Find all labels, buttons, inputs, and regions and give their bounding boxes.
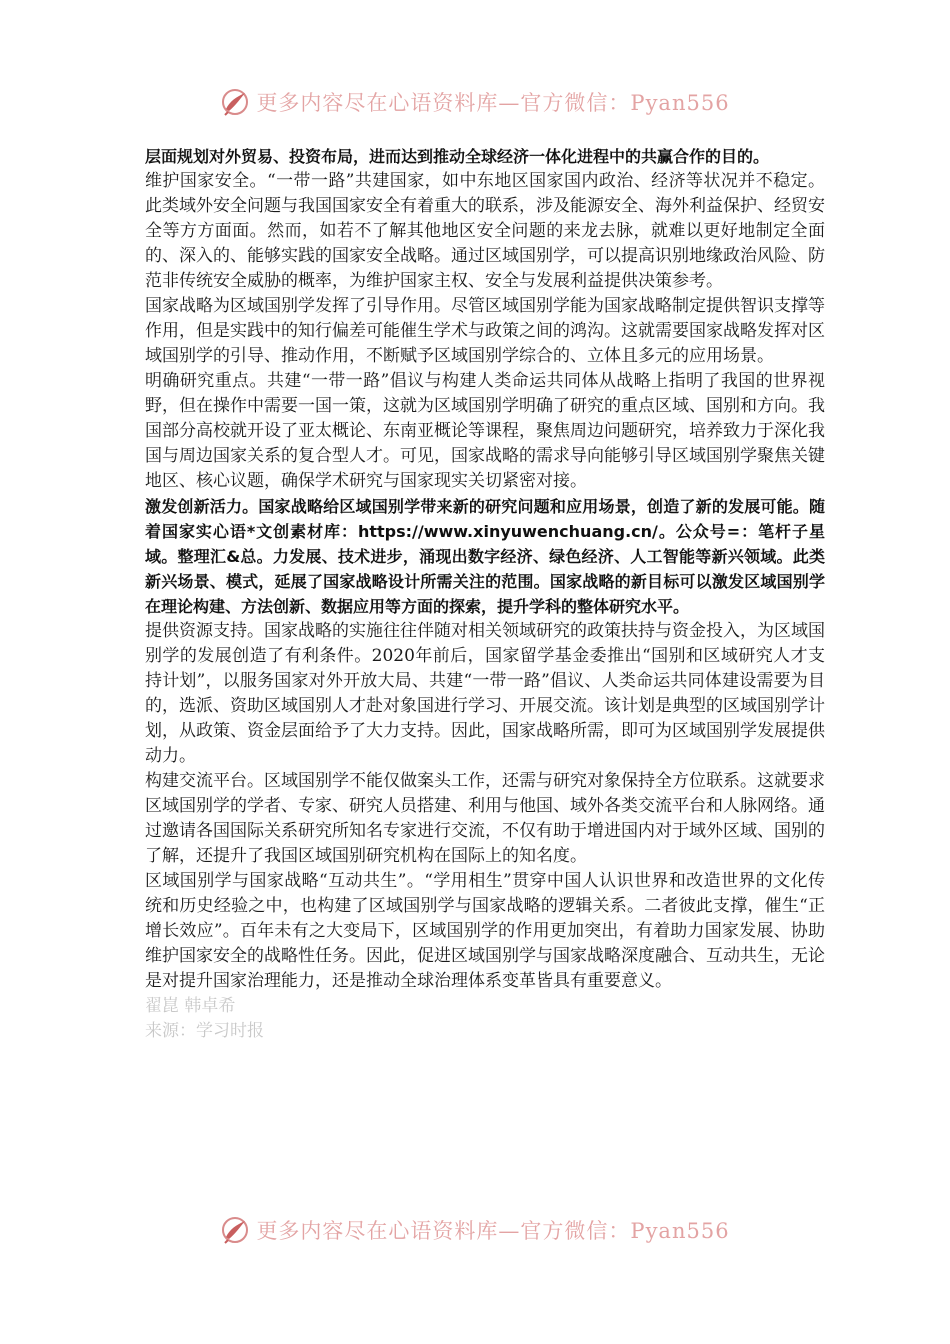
- paragraph-exchange-platform: 构建交流平台。区域国别学不能仅做案头工作，还需与研究对象保持全方位联系。这就要求区域国别学的学者、专家、研究人员搭建、利用与他国、域外各类交流平台和人脉网络。通过邀请各国国际关系研究所知名专家进行交流，不仅有助于增进国内对于域外区域、国别的了解，还提升了我国区域国别研究机构在国际上的知名度。: [145, 771, 825, 866]
- paragraph-strategy-guidance: 国家战略为区域国别学发挥了引导作用。尽管区域国别学能为国家战略制定提供智识支撑等作用，但是实践中的知行偏差可能催生学术与政策之间的鸿沟。这就需要国家战略发挥对区域国别学的引导、推动作用，不断赋予区域国别学综合的、立体且多元的应用场景。: [145, 296, 825, 366]
- paragraph-innovation: 激发创新活力。国家战略给区域国别学带来新的研究问题和应用场景，创造了新的发展可能。随着国家实心语*文创素材库：https://www.xinyuwenchuang.cn/。公众号=：笔杆子星域。整理汇&总。力发展、技术进步，涌现出数字经济、绿色经济、人工智能等新兴领域。此类新兴场景、模式，延展了国家战略设计所需关注的范围。国家战略的新目标可以激发区域国别学在理论构建、方法创新、数据应用等方面的探索，提升学科的整体研究水平。: [145, 497, 825, 616]
- footer-watermark-text: 更多内容尽在心语资料库—官方微信：Pyan556: [256, 1219, 730, 1243]
- article-body: [145, 144, 825, 1044]
- pen-scroll-icon: [220, 87, 250, 117]
- paragraph-national-security: 维护国家安全。“一带一路”共建国家，如中东地区国家国内政治、经济等状况并不稳定。此类域外安全问题与我国国家安全有着重大的联系，涉及能源安全、海外利益保护、经贸安全等方方面面。然而，如若不了解其他地区安全问题的来龙去脉，就难以更好地制定全面的、深入的、能够实践的国家安全战略。通过区域国别学，可以提高识别地缘政治风险、防范非传统安全威胁的概率，为维护国家主权、安全与发展利益提供决策参考。: [145, 171, 825, 291]
- paragraph-intro-continuation: 层面规划对外贸易、投资布局，进而达到推动全球经济一体化进程中的共赢合作的目的。: [145, 147, 770, 166]
- paragraph-symbiosis: 区域国别学与国家战略“互动共生”。“学用相生”贯穿中国人认识世界和改造世界的文化传统和历史经验之中，也构建了区域国别学与国家战略的逻辑关系。二者彼此支撑，催生“正增长效应”。百年未有之大变局下，区域国别学的作用更加突出，有着助力国家发展、协助维护国家安全的战略性任务。因此，促进区域国别学与国家战略深度融合、互动共生，无论是对提升国家治理能力，还是推动全球治理体系变革皆具有重要意义。: [145, 871, 825, 991]
- header-watermark-text: 更多内容尽在心语资料库—官方微信：Pyan556: [256, 91, 730, 115]
- author-line: 翟崑 韩卓希: [145, 996, 236, 1016]
- footer-watermark-banner: [0, 1210, 950, 1250]
- header-watermark-banner: [0, 82, 950, 122]
- paragraph-resource-support: 提供资源支持。国家战略的实施往往伴随对相关领域研究的政策扶持与资金投入，为区域国别学的发展创造了有利条件。2020年前后，国家留学基金委推出“国别和区域研究人才支持计划”，以服务国家对外开放大局、共建“一带一路”倡议、人类命运共同体建设需要为目的，选派、资助区域国别人才赴对象国进行学习、开展交流。该计划是典型的区域国别学计划，从政策、资金层面给予了大力支持。因此，国家战略所需，即可为区域国别学发展提供动力。: [145, 621, 825, 766]
- paragraph-research-focus: 明确研究重点。共建“一带一路”倡议与构建人类命运共同体从战略上指明了我国的世界视野，但在操作中需要一国一策，这就为区域国别学明确了研究的重点区域、国别和方向。我国部分高校就开设了亚太概论、东南亚概论等课程，聚焦周边问题研究，培养致力于深化我国与周边国家关系的复合型人才。可见，国家战略的需求导向能够引导区域国别学聚焦关键地区、核心议题，确保学术研究与国家现实关切紧密对接。: [145, 371, 825, 491]
- source-line: 来源：学习时报: [145, 1021, 264, 1041]
- pen-scroll-icon: [220, 1215, 250, 1245]
